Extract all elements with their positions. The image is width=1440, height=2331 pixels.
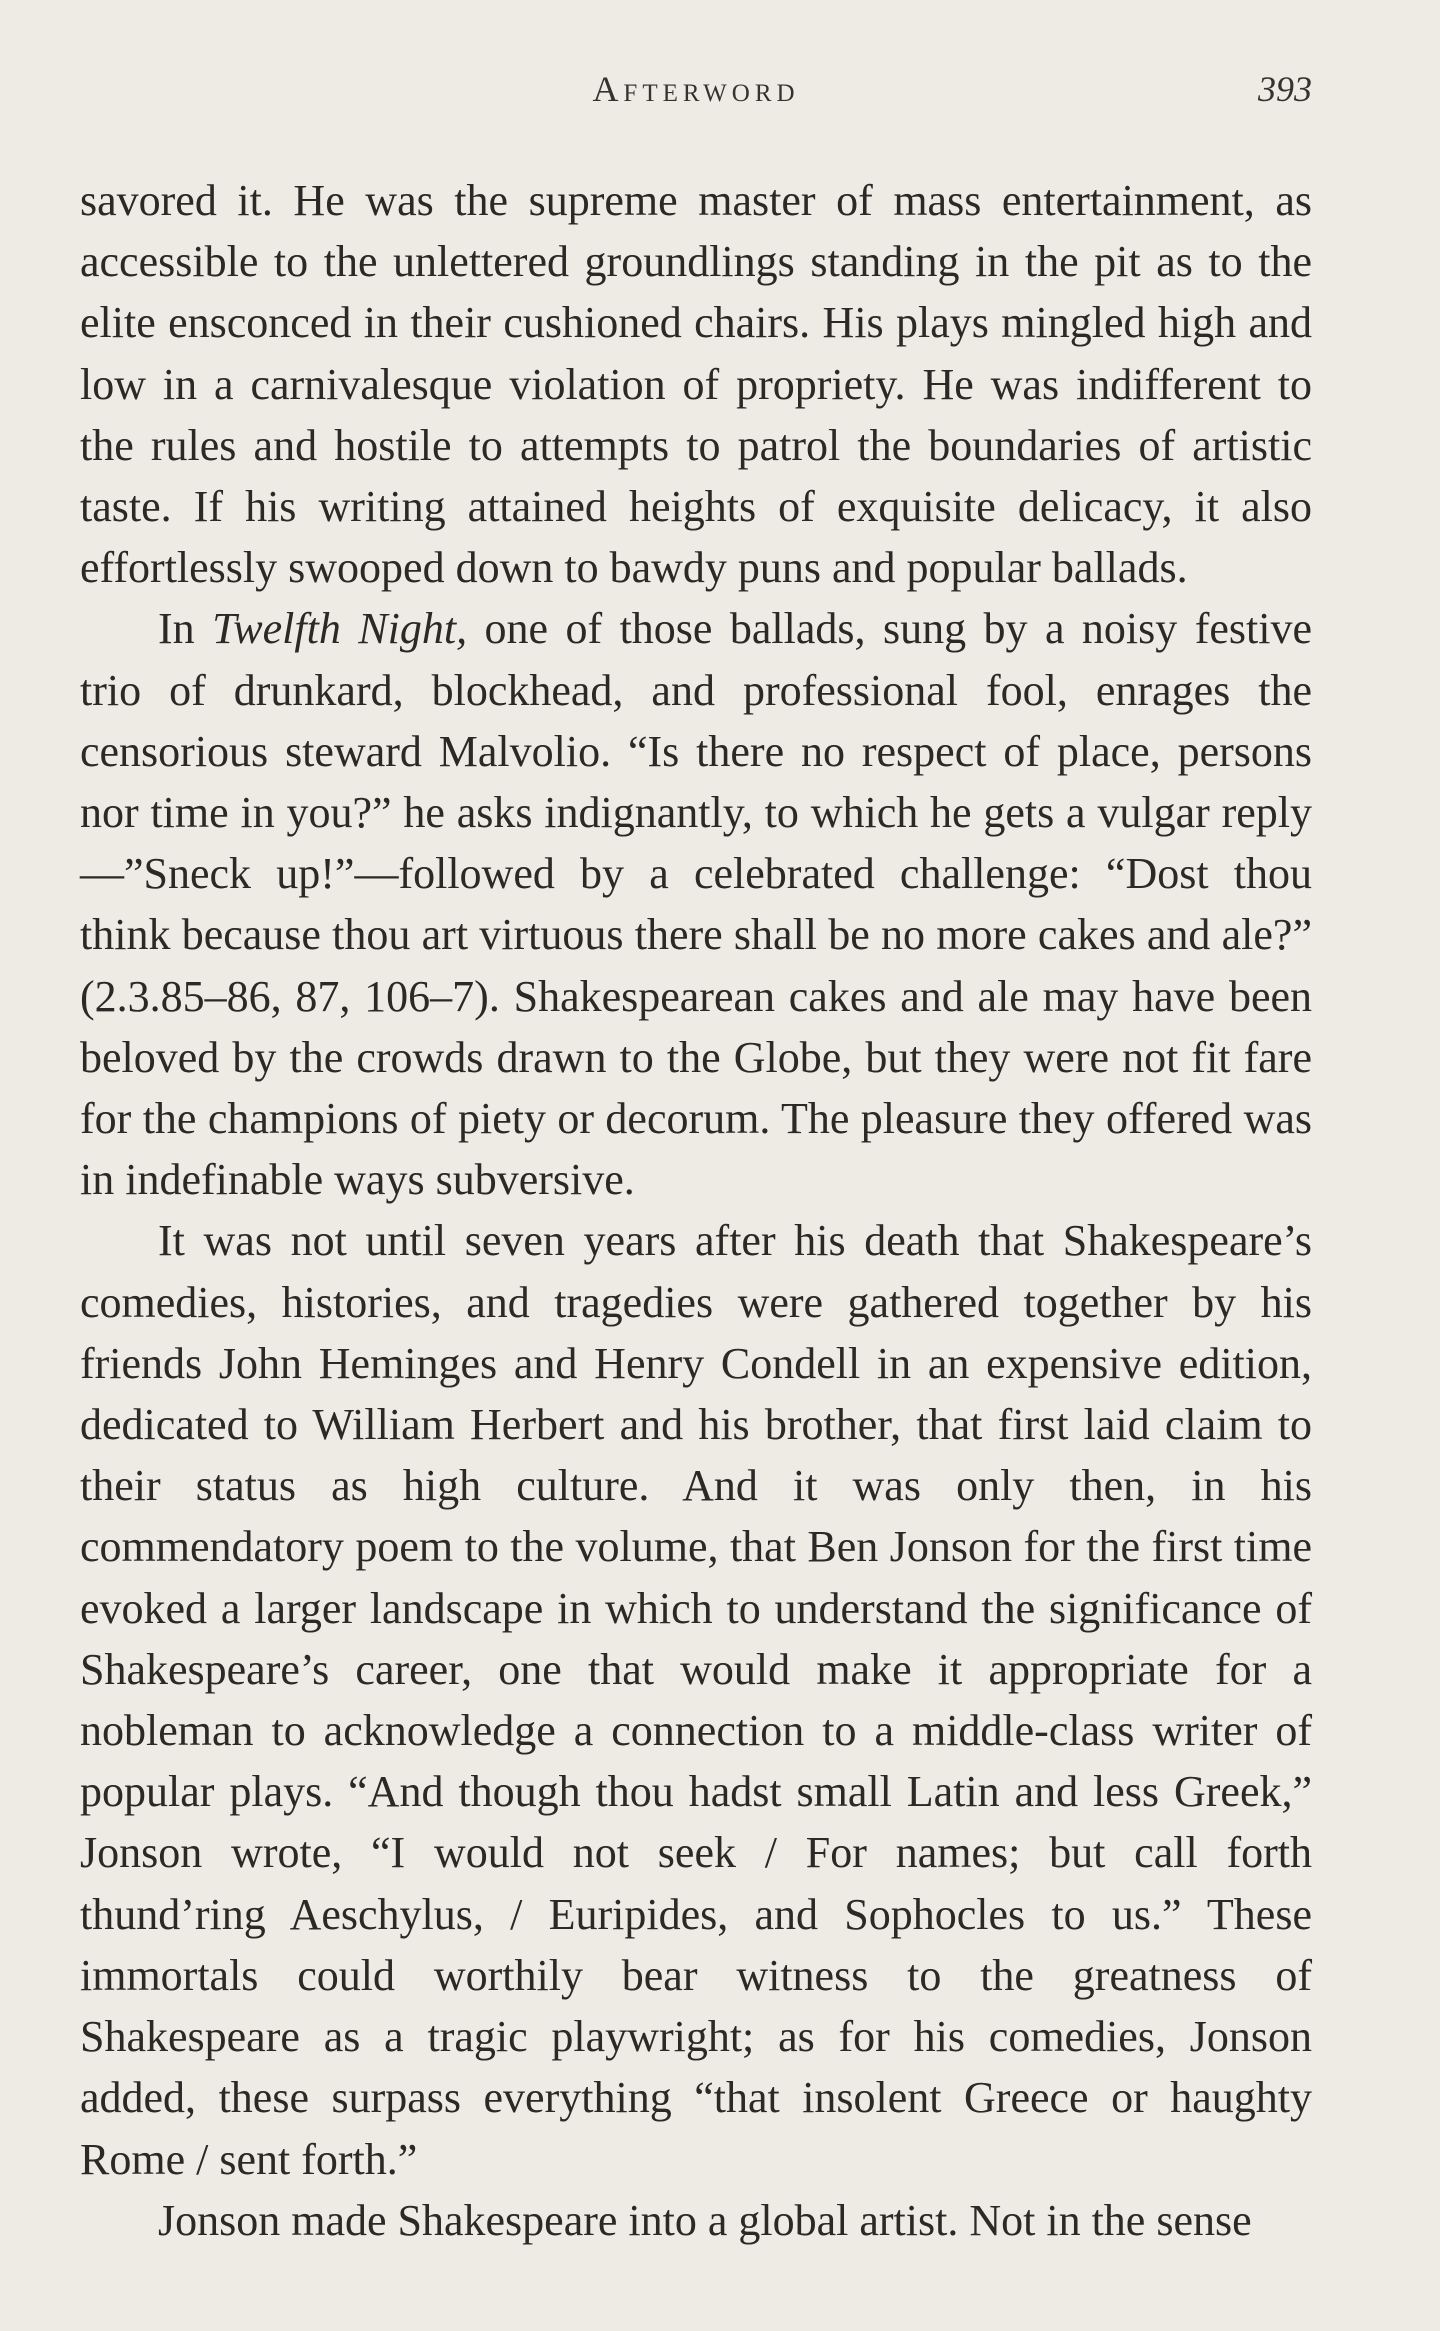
paragraph-2-lead: In	[158, 604, 213, 654]
page-number: 393	[1258, 69, 1312, 109]
paragraph-1: savored it. He was the supreme master of mass entertainment, as accessible to the unlettered groundlings standing in the pit as to the elite ensconced in their cushioned chairs. His plays mingled high and low in a carnivalesque violation of propriety. He was indifferent to the rules and hostile to attempts to patrol the boundaries of artistic taste. If his writing attained heights of exquisite delicacy, it also effortlessly swooped down to bawdy puns and popular ballads.	[80, 176, 1312, 593]
paragraph-3: It was not until seven years after his death that Shakespeare’s comedies, histories, and tragedies were gathered together by his friends John Heminges and Henry Condell in an expensive edition, dedicated to William Herbert and his brother, that first laid claim to their status as high culture. And it was only then, in his commendatory poem to the volume, that Ben Jonson for the first time evoked a larger landscape in which to understand the significance of Shakespeare’s career, one that would make it appropriate for a nobleman to acknowledge a connection to a middle-class writer of popular plays. “And though thou hadst small Latin and less Greek,” Jonson wrote, “I would not seek / For names; but call forth thund’ring Aeschylus, / Euripides, and Sophocles to us.” These immortals could worthily bear witness to the greatness of Shakespeare as a tragic playwright; as for his comedies, Jonson added, these surpass everything “that insolent Greece or haughty Rome / sent forth.”	[80, 1216, 1312, 2184]
play-title: Twelfth Night,	[212, 604, 468, 654]
body-text	[80, 170, 1312, 2251]
paragraph-2	[80, 598, 1312, 1210]
paragraph-2-text: one of those ballads, sung by a noisy festive trio of drunkard, blockhead, and professional fool, enrages the censorious steward Malvolio. “Is there no respect of place, persons nor time in you?” he asks indignantly, to which he gets a vulgar reply—”Sneck up!”—followed by a celebrated challenge: “Dost thou think because thou art virtuous there shall be no more cakes and ale?” (2.3.85–86, 87, 106–7). Shakespearean cakes and ale may have been beloved by the crowds drawn to the Globe, but they were not fit fare for the champions of piety or decorum. The pleasure they offered was in indefinable ways subversive.	[80, 604, 1312, 1205]
running-head	[80, 68, 1312, 118]
paragraph-4: Jonson made Shakespeare into a global artist. Not in the sense	[158, 2195, 1252, 2245]
running-title: Afterword	[592, 69, 800, 109]
